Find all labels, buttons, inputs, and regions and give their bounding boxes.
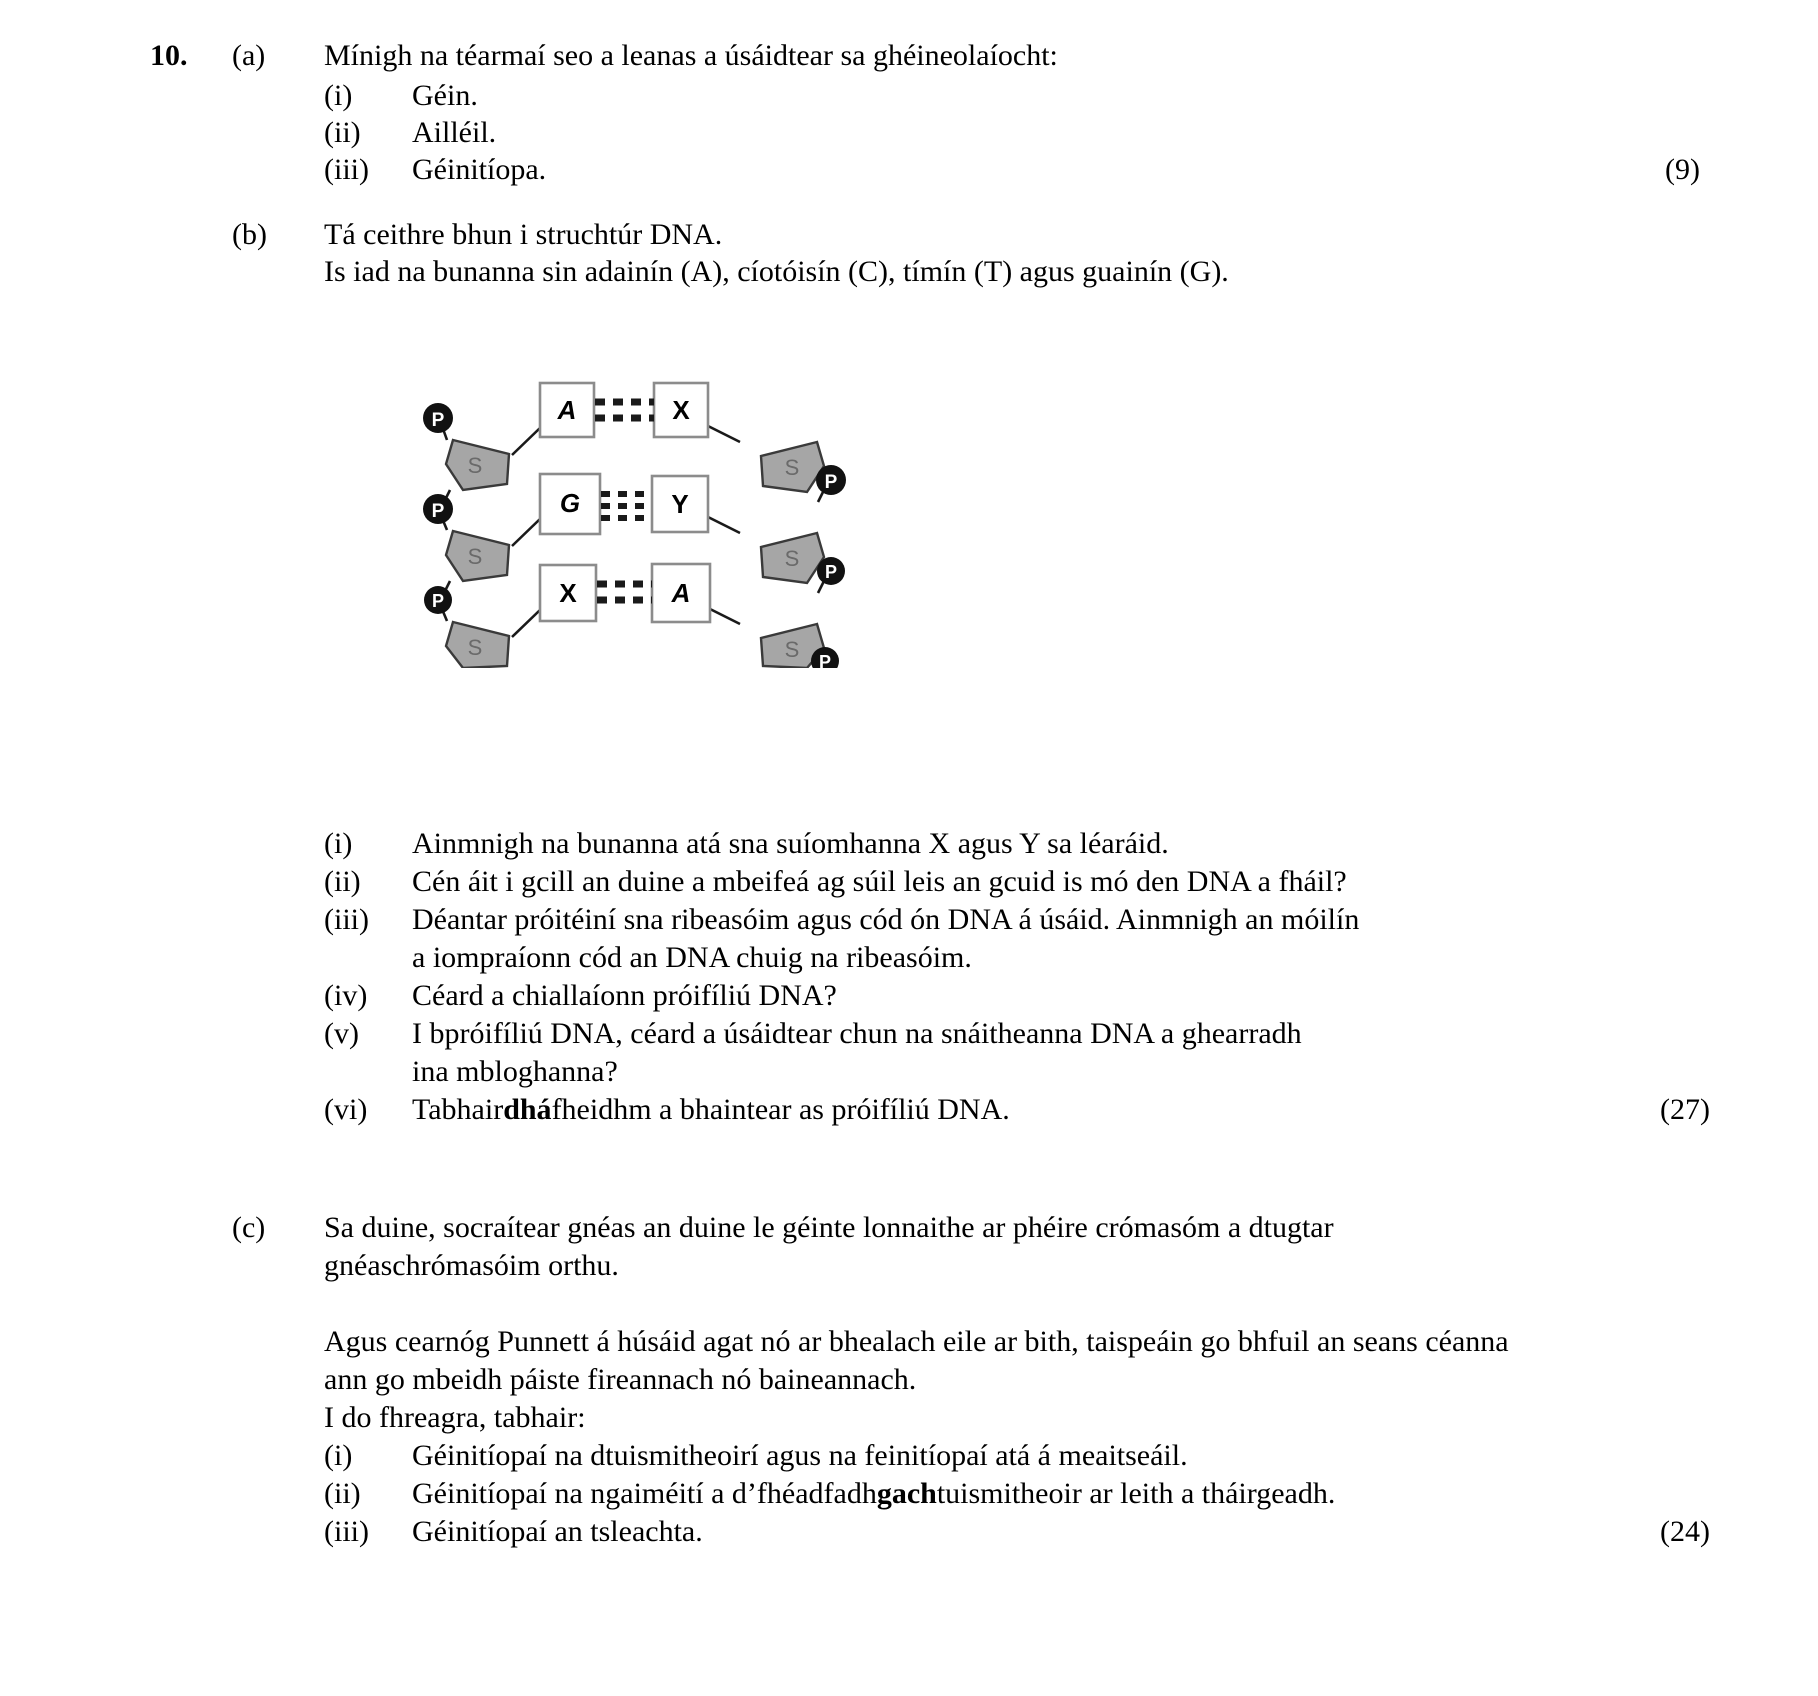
roman-label: (v) bbox=[324, 1017, 359, 1050]
roman-label: (vi) bbox=[324, 1093, 368, 1126]
part-b-marks: (27) bbox=[1660, 1093, 1710, 1126]
part-b-item-iii-line2 bbox=[412, 938, 972, 978]
base-label-right: X bbox=[672, 395, 690, 425]
sugar-label: S bbox=[467, 544, 483, 569]
phosphate-label: P bbox=[824, 562, 838, 582]
part-b-item-v bbox=[324, 1014, 1302, 1054]
part-label-b: (b) bbox=[232, 218, 267, 251]
roman-label: (ii) bbox=[324, 116, 361, 149]
base-label-left: X bbox=[559, 578, 577, 608]
item-text-bold: dhá bbox=[503, 1093, 552, 1126]
part-label-a: (a) bbox=[232, 39, 266, 72]
item-text: Géinitíopaí an tsleachta. bbox=[412, 1515, 703, 1548]
item-text-before: Géinitíopaí na ngaiméití a d’fhéadfadh bbox=[412, 1477, 877, 1510]
part-b-stem-line2: Is iad na bunanna sin adainín (A), cíotóisín (C), tímín (T) agus guainín (G). bbox=[324, 255, 1229, 288]
part-b-item-vi bbox=[324, 1090, 1010, 1130]
question-10-part-c-stem-row bbox=[232, 1208, 1334, 1248]
phosphate-label: P bbox=[431, 410, 445, 431]
base-pair-3 bbox=[540, 564, 710, 622]
item-text: Géinitíopaí na dtuismitheoirí agus na feinitíopaí atá á meaitseáil. bbox=[412, 1439, 1188, 1472]
phosphate-label: P bbox=[818, 652, 832, 668]
item-text-before: Tabhair bbox=[412, 1093, 504, 1126]
part-b-item-iv bbox=[324, 976, 837, 1016]
part-c-stem-line5: I do fhreagra, tabhair: bbox=[324, 1401, 586, 1434]
roman-label: (iv) bbox=[324, 979, 368, 1012]
left-link-s1-base1 bbox=[512, 428, 540, 455]
sugar-label: S bbox=[784, 546, 800, 571]
part-a-stem: Mínigh na téarmaí seo a leanas a úsáidtear sa ghéineolaíocht: bbox=[324, 39, 1058, 72]
item-text: Céard a chiallaíonn próifíliú DNA? bbox=[412, 979, 837, 1012]
item-text: Géin. bbox=[412, 79, 478, 112]
base-pair-2 bbox=[540, 474, 708, 534]
roman-label: (iii) bbox=[324, 903, 369, 936]
base-label-left: A bbox=[557, 395, 577, 425]
dna-diagram-svg bbox=[420, 378, 850, 668]
part-c-stem-line2: gnéaschrómasóim orthu. bbox=[324, 1249, 619, 1282]
dna-diagram bbox=[420, 378, 850, 668]
item-text: Ailléil. bbox=[412, 116, 497, 149]
roman-label: (i) bbox=[324, 1439, 353, 1472]
roman-label: (i) bbox=[324, 827, 353, 860]
part-c-stem-line4: ann go mbeidh páiste fireannach nó baineannach. bbox=[324, 1363, 917, 1396]
base-label-left: G bbox=[559, 488, 581, 518]
phosphate-label: P bbox=[824, 472, 838, 493]
part-b-item-iii bbox=[324, 900, 1359, 940]
phosphate-label: P bbox=[431, 501, 445, 522]
part-c-stem-line3: Agus cearnóg Punnett á húsáid agat nó ar bhealach eile ar bith, taispeáin go bhfuil an seans céanna bbox=[324, 1325, 1509, 1358]
sugar-label: S bbox=[467, 453, 483, 478]
question-10-part-b-stem-row bbox=[232, 215, 722, 255]
question-number: 10. bbox=[150, 39, 188, 72]
sugar-label: S bbox=[467, 635, 483, 660]
item-text-after: fheidhm a bhaintear as próifíliú DNA. bbox=[551, 1093, 1010, 1126]
item-text-continued: a iompraíonn cód an DNA chuig na ribeasóim. bbox=[412, 941, 972, 974]
item-text: Géinitíopa. bbox=[412, 153, 547, 186]
part-c-marks: (24) bbox=[1660, 1515, 1710, 1548]
roman-label: (iii) bbox=[324, 153, 369, 186]
base-label-right: A bbox=[671, 578, 691, 608]
part-c-stem-line1: Sa duine, socraítear gnéas an duine le géinte lonnaithe ar phéire crómasóm a dtugtar bbox=[324, 1211, 1334, 1244]
base-label-right: Y bbox=[671, 489, 689, 519]
base-pair-1 bbox=[540, 383, 708, 437]
part-c-item-i bbox=[324, 1436, 1188, 1476]
item-text-continued: ina mbloghanna? bbox=[412, 1055, 618, 1088]
item-text-after: tuismitheoir ar leith a tháirgeadh. bbox=[936, 1477, 1336, 1510]
part-c-stem-line2-row bbox=[324, 1246, 619, 1286]
sugar-label: S bbox=[784, 455, 800, 480]
part-b-item-ii bbox=[324, 862, 1347, 902]
part-a-item-ii bbox=[324, 113, 496, 153]
item-text-bold: gach bbox=[876, 1477, 937, 1510]
roman-label: (iii) bbox=[324, 1515, 369, 1548]
item-text: I bpróifíliú DNA, céard a úsáidtear chun na snáitheanna DNA a ghearradh bbox=[412, 1017, 1302, 1050]
part-c-stem-line4-row bbox=[324, 1360, 916, 1400]
item-text: Cén áit i gcill an duine a mbeifeá ag súil leis an gcuid is mó den DNA a fháil? bbox=[412, 865, 1347, 898]
part-c-item-iii bbox=[324, 1512, 703, 1552]
left-link-s3-base3 bbox=[512, 610, 540, 637]
part-c-item-ii bbox=[324, 1474, 1335, 1514]
hydrogen-bonds bbox=[595, 402, 654, 418]
hydrogen-bonds bbox=[597, 584, 652, 600]
part-a-item-iii bbox=[324, 150, 546, 190]
part-c-stem-line3-row bbox=[324, 1322, 1509, 1362]
part-b-stem-line1: Tá ceithre bhun i struchtúr DNA. bbox=[324, 218, 723, 251]
part-b-stem-line2-row bbox=[324, 252, 1229, 292]
part-a-item-i bbox=[324, 76, 478, 116]
sugar-label: S bbox=[784, 637, 800, 662]
item-text: Déantar próitéiní sna ribeasóim agus cód ón DNA á úsáid. Ainmnigh an móilín bbox=[412, 903, 1360, 936]
part-b-item-i bbox=[324, 824, 1169, 864]
part-c-stem-line5-row bbox=[324, 1398, 586, 1438]
part-a-marks: (9) bbox=[1665, 153, 1700, 186]
item-text: Ainmnigh na bunanna atá sna suíomhanna X agus Y sa léaráid. bbox=[412, 827, 1169, 860]
part-label-c: (c) bbox=[232, 1211, 266, 1244]
part-b-item-v-line2 bbox=[412, 1052, 618, 1092]
phosphate-label: P bbox=[431, 591, 445, 611]
roman-label: (ii) bbox=[324, 865, 361, 898]
hydrogen-bonds bbox=[601, 494, 652, 518]
right-link-base3-s3 bbox=[708, 608, 740, 624]
roman-label: (i) bbox=[324, 79, 353, 112]
question-10-part-a-stem-row bbox=[150, 36, 1058, 76]
right-link-base1-s1 bbox=[708, 426, 740, 442]
right-link-base2-s2 bbox=[708, 517, 740, 533]
left-link-s2-base2 bbox=[512, 519, 540, 546]
roman-label: (ii) bbox=[324, 1477, 361, 1510]
